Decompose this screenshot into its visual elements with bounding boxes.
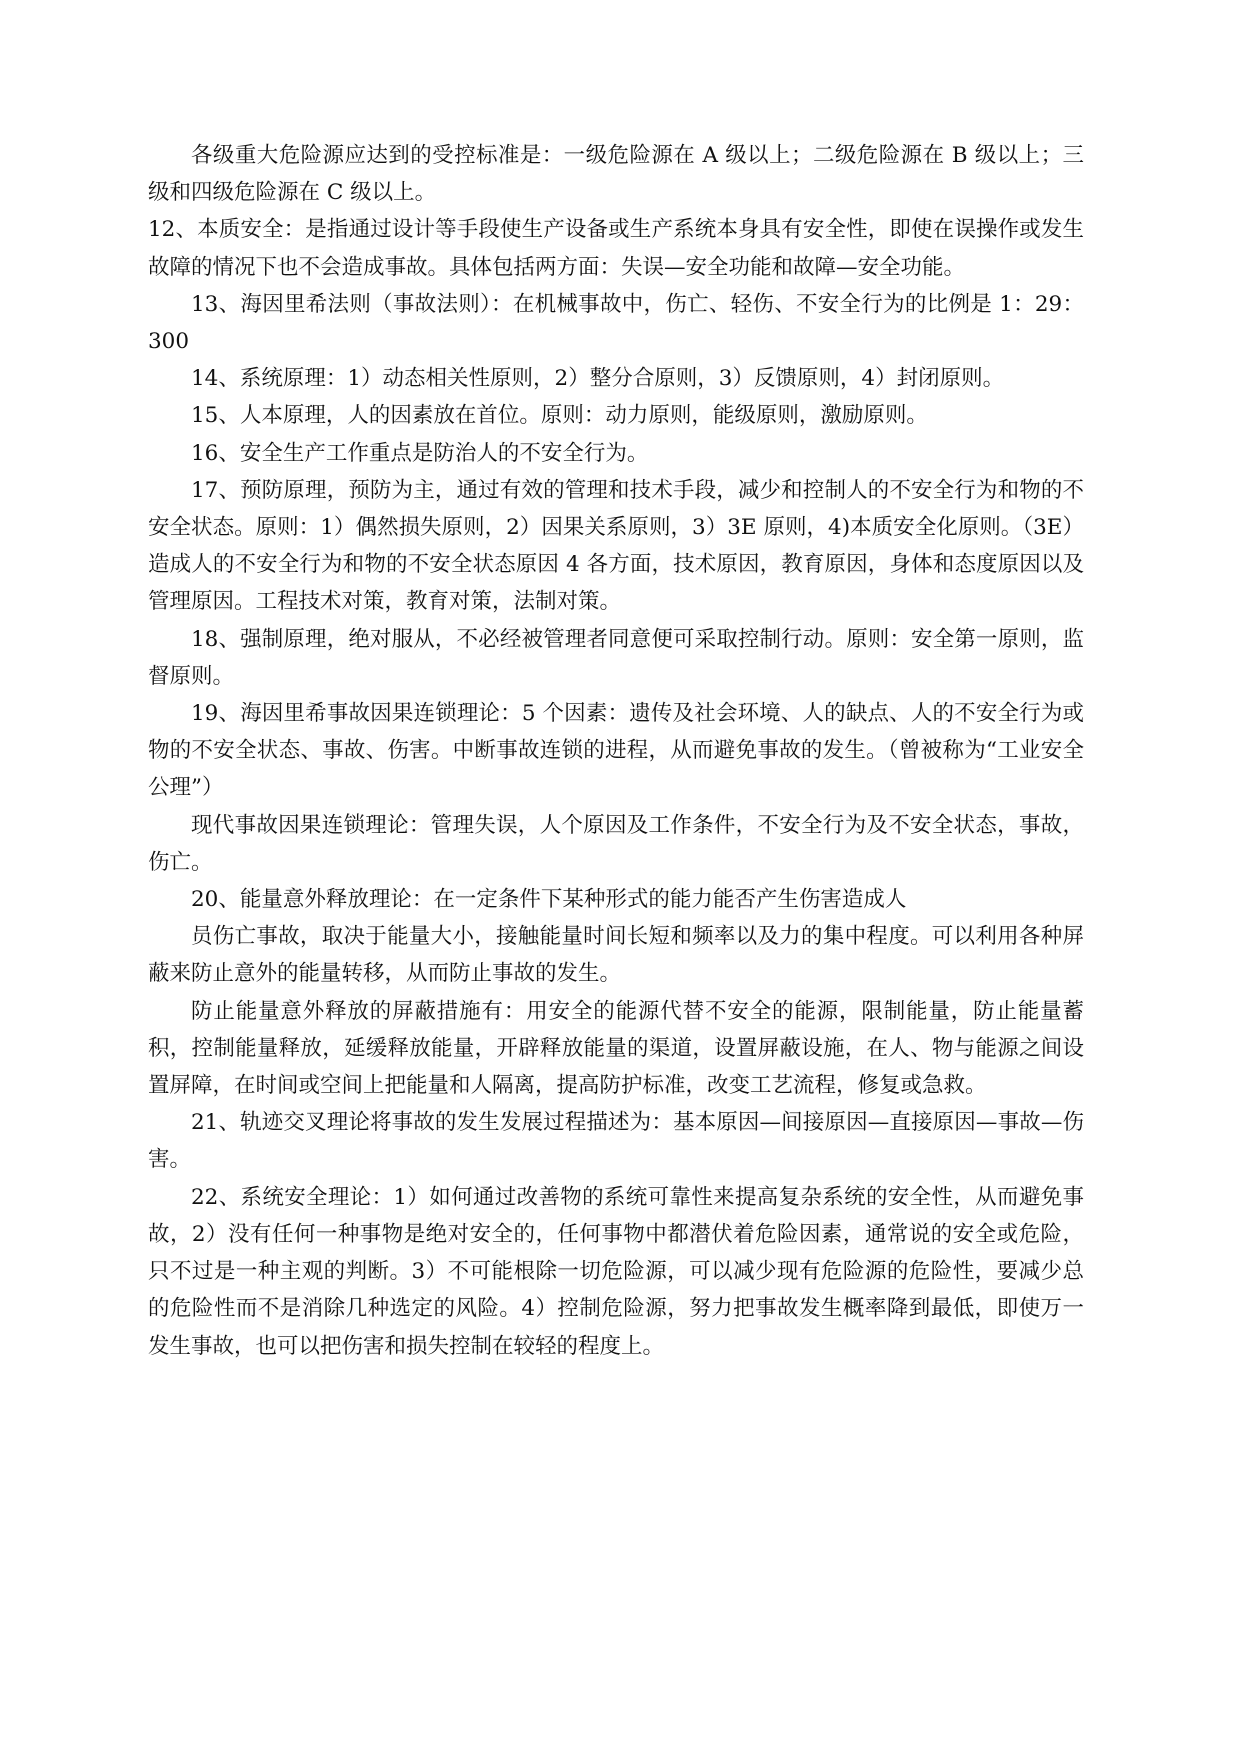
paragraph-14-system-principle: 14、系统原理：1）动态相关性原则，2）整分合原则，3）反馈原则，4）封闭原则。 [191, 366, 1005, 392]
paragraph-21-trajectory-theory: 21、轨迹交叉理论将事故的发生发展过程描述为：基本原因—间接原因—直接原因—事故—伤害。 [148, 1110, 1084, 1173]
document-body [148, 137, 1084, 1365]
paragraph-19-heinrich-chain: 19、海因里希事故因果连锁理论：5 个因素：遗传及社会环境、人的缺点、人的不安全行为或物的不安全状态、事故、伤害。中断事故连锁的进程，从而避免事故的发生。（曾被称为“工业安全公理”） [148, 701, 1084, 801]
paragraph-18-compulsory-principle: 18、强制原理，绝对服从，不必经被管理者同意便可采取控制行动。原则：安全第一原则，监督原则。 [148, 626, 1084, 689]
paragraph-control-standards: 各级重大危险源应达到的受控标准是：一级危险源在 A 级以上；二级危险源在 B 级以上；三级和四级危险源在 C 级以上。 [148, 143, 1084, 206]
paragraph-13-heinrich-law: 13、海因里希法则（事故法则）：在机械事故中，伤亡、轻伤、不安全行为的比例是 1：29：300 [148, 291, 1084, 355]
paragraph-20-energy-release: 20、能量意外释放理论：在一定条件下某种形式的能力能否产生伤害造成人 [191, 887, 907, 913]
paragraph-15-human-principle: 15、人本原理，人的因素放在首位。原则：动力原则，能级原则，激励原则。 [191, 403, 928, 429]
paragraph-22-system-safety: 22、系统安全理论：1）如何通过改善物的系统可靠性来提高复杂系统的安全性，从而避免事故，2）没有任何一种事物是绝对安全的，任何事物中都潜伏着危险因素，通常说的安全或危险，只不过是一种主观的判断。3）不可能根除一切危险源，可以减少现有危险源的危险性，要减少总的危险性而不是消除几种选定的风险。4）控制危险源，努力把事故发生概率降到最低，即使万一发生事故，也可以把伤害和损失控制在较轻的程度上。 [148, 1184, 1084, 1359]
paragraph-16-work-focus: 16、安全生产工作重点是防治人的不安全行为。 [191, 440, 649, 466]
paragraph-17-prevention-principle: 17、预防原理，预防为主，通过有效的管理和技术手段，减少和控制人的不安全行为和物的不安全状态。原则：1）偶然损失原则，2）因果关系原则，3）3E 原则，4)本质安全化原则。（3E）造成人的不安全行为和物的不安全状态原因 4 各方面，技术原因，教育原因，身体和态度原因以及管理原因。工程技术对策，教育对策，法制对策。 [148, 477, 1084, 615]
paragraph-shielding-measures: 防止能量意外释放的屏蔽措施有：用安全的能源代替不安全的能源，限制能量，防止能量蓄积，控制能量释放，延缓释放能量，开辟释放能量的渠道，设置屏蔽设施，在人、物与能源之间设置屏障，在时间或空间上把能量和人隔离，提高防护标准，改变工艺流程，修复或急救。 [148, 998, 1084, 1099]
paragraph-12-intrinsic-safety: 12、本质安全：是指通过设计等手段使生产设备或生产系统本身具有安全性，即使在误操作或发生故障的情况下也不会造成事故。具体包括两方面：失误—安全功能和故障—安全功能。 [148, 217, 1084, 280]
paragraph-20-continued: 员伤亡事故，取决于能量大小，接触能量时间长短和频率以及力的集中程度。可以利用各种屏蔽来防止意外的能量转移，从而防止事故的发生。 [148, 924, 1084, 987]
paragraph-modern-chain: 现代事故因果连锁理论：管理失误，人个原因及工作条件，不安全行为及不安全状态，事故，伤亡。 [148, 812, 1084, 875]
